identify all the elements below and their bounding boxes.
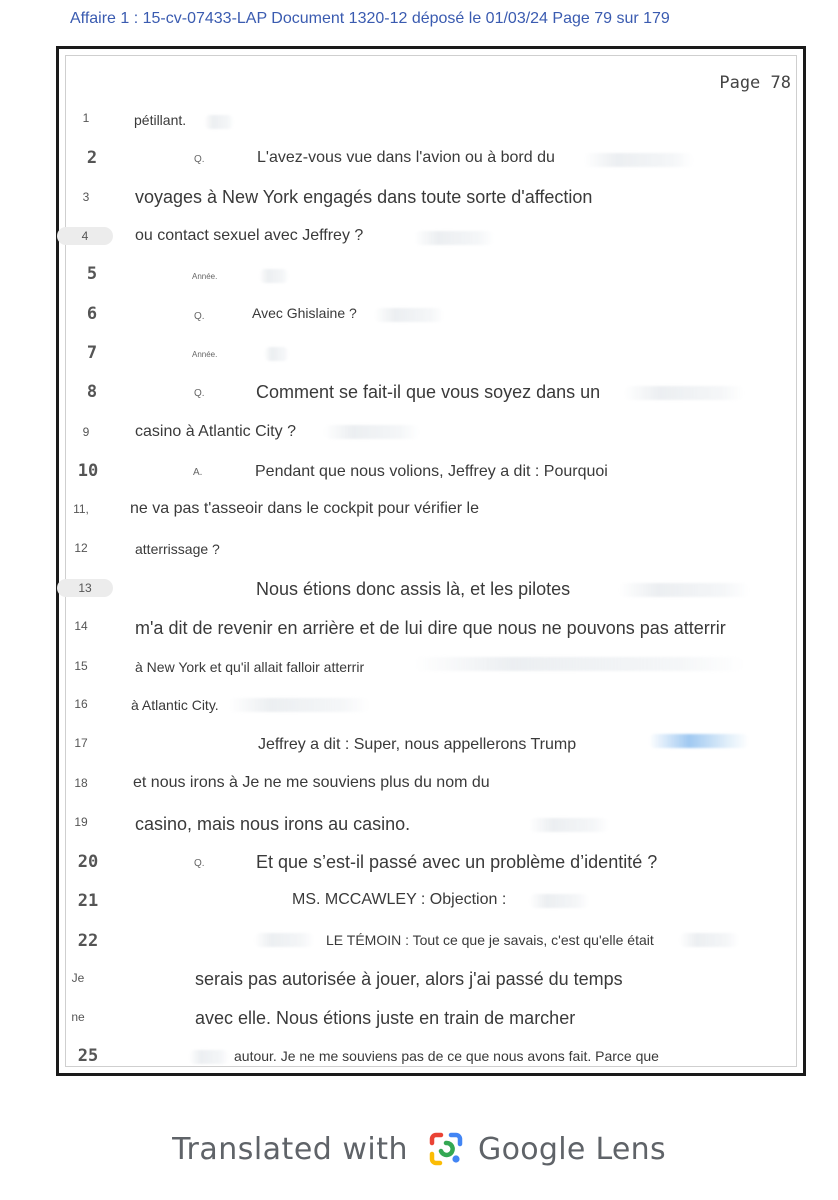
- line-number: 12: [74, 541, 88, 555]
- scan-artifact: [259, 269, 289, 283]
- line-number: 20: [77, 852, 99, 872]
- line-number: 2: [86, 148, 98, 168]
- scan-artifact: [204, 115, 234, 129]
- transcript-line: et nous irons à Je ne me souviens plus du nom du: [133, 774, 490, 791]
- line-number: 5: [86, 264, 98, 284]
- scan-artifact: [414, 231, 494, 245]
- transcript-line: à New York et qu'il allait falloir atterrir: [135, 659, 365, 675]
- page-number: Page 78: [719, 73, 791, 93]
- transcript-line: avec elle. Nous étions juste en train de marcher: [195, 1008, 576, 1028]
- speaker-tag: A.: [193, 467, 203, 478]
- transcript-line: Jeffrey a dit : Super, nous appellerons Trump: [258, 736, 577, 753]
- scan-artifact: [679, 933, 739, 947]
- transcript-page: [56, 46, 806, 1076]
- scan-artifact: [414, 657, 744, 671]
- transcript-line: ne va pas t'asseoir dans le cockpit pour vérifier le: [130, 500, 480, 517]
- transcript-line: casino, mais nous irons au casino.: [135, 814, 411, 834]
- line-number: 14: [74, 619, 88, 633]
- transcript-line: Avec Ghislaine ?: [252, 305, 357, 321]
- scan-artifact: [624, 386, 744, 400]
- line-number: 7: [86, 343, 98, 363]
- line-number: 22: [77, 931, 99, 951]
- scan-artifact: [264, 347, 289, 361]
- transcript-line: serais pas autorisée à jouer, alors j'ai passé du temps: [195, 969, 623, 989]
- scan-artifact: [189, 1050, 229, 1064]
- scan-artifact: [619, 583, 749, 597]
- attribution-label: Translated with: [172, 1131, 409, 1167]
- line-number: 3: [82, 190, 90, 204]
- line-number: 8: [86, 382, 98, 402]
- scan-artifact: [584, 153, 694, 167]
- line-number: 18: [74, 776, 88, 790]
- line-number: 13: [57, 579, 113, 597]
- scan-artifact: [254, 933, 314, 947]
- transcript-line: autour. Je ne me souviens pas de ce que nous avons fait. Parce que: [234, 1048, 659, 1064]
- speaker-tag: Q.: [194, 154, 205, 165]
- transcript-line: MS. MCCAWLEY : Objection :: [292, 891, 507, 908]
- line-number: 21: [77, 891, 99, 911]
- transcript-line: Pendant que nous volions, Jeffrey a dit : Pourquoi: [255, 463, 608, 480]
- speaker-tag: Année.: [192, 350, 218, 359]
- case-header: Affaire 1 : 15-cv-07433-LAP Document 1320-12 déposé le 01/03/24 Page 79 sur 179: [70, 10, 670, 27]
- transcript-line: à Atlantic City.: [131, 697, 219, 713]
- transcript-line: ou contact sexuel avec Jeffrey ?: [135, 227, 364, 244]
- transcript-line: L'avez-vous vue dans l'avion ou à bord du: [257, 149, 555, 166]
- transcript-line: m'a dit de revenir en arrière et de lui dire que nous ne pouvons pas atterrir: [135, 618, 726, 638]
- transcript-line: LE TÉMOIN : Tout ce que je savais, c'est qu'elle était: [326, 932, 654, 948]
- line-number: ne: [71, 1010, 85, 1024]
- transcript-line: atterrissage ?: [135, 541, 220, 557]
- transcript-line: voyages à New York engagés dans toute sorte d'affection: [135, 187, 593, 207]
- line-number: 25: [77, 1046, 99, 1066]
- line-number: 15: [74, 659, 88, 673]
- scan-artifact: [324, 425, 419, 439]
- scan-artifact: [374, 308, 444, 322]
- transcript-line: Comment se fait-il que vous soyez dans un: [256, 382, 601, 402]
- line-number: 4: [57, 227, 113, 245]
- scan-artifact: [529, 894, 589, 908]
- transcript-line: Nous étions donc assis là, et les pilotes: [256, 579, 571, 599]
- translation-attribution: [0, 1124, 838, 1174]
- speaker-tag: Année.: [192, 272, 218, 281]
- line-number: 16: [74, 697, 88, 711]
- speaker-tag: Q.: [194, 311, 205, 322]
- transcript-line: Et que s’est-il passé avec un problème d’identité ?: [256, 852, 658, 872]
- line-number: 10: [77, 461, 99, 481]
- line-number: 17: [74, 736, 88, 750]
- scan-artifact: [649, 734, 749, 748]
- google-lens-icon: [426, 1129, 466, 1169]
- scan-artifact: [529, 818, 609, 832]
- speaker-tag: Q.: [194, 858, 205, 869]
- transcript-line: casino à Atlantic City ?: [135, 423, 296, 440]
- transcript-line: pétillant.: [134, 112, 187, 128]
- line-number: 1: [82, 111, 90, 125]
- line-number: Je: [71, 971, 85, 985]
- line-number: 11,: [73, 502, 89, 516]
- line-number: 9: [82, 425, 90, 439]
- speaker-tag: Q.: [194, 388, 205, 399]
- line-number: 19: [74, 815, 88, 829]
- google-lens-brand: Google Lens: [478, 1131, 666, 1167]
- line-number: 6: [86, 304, 98, 324]
- scan-artifact: [229, 698, 369, 712]
